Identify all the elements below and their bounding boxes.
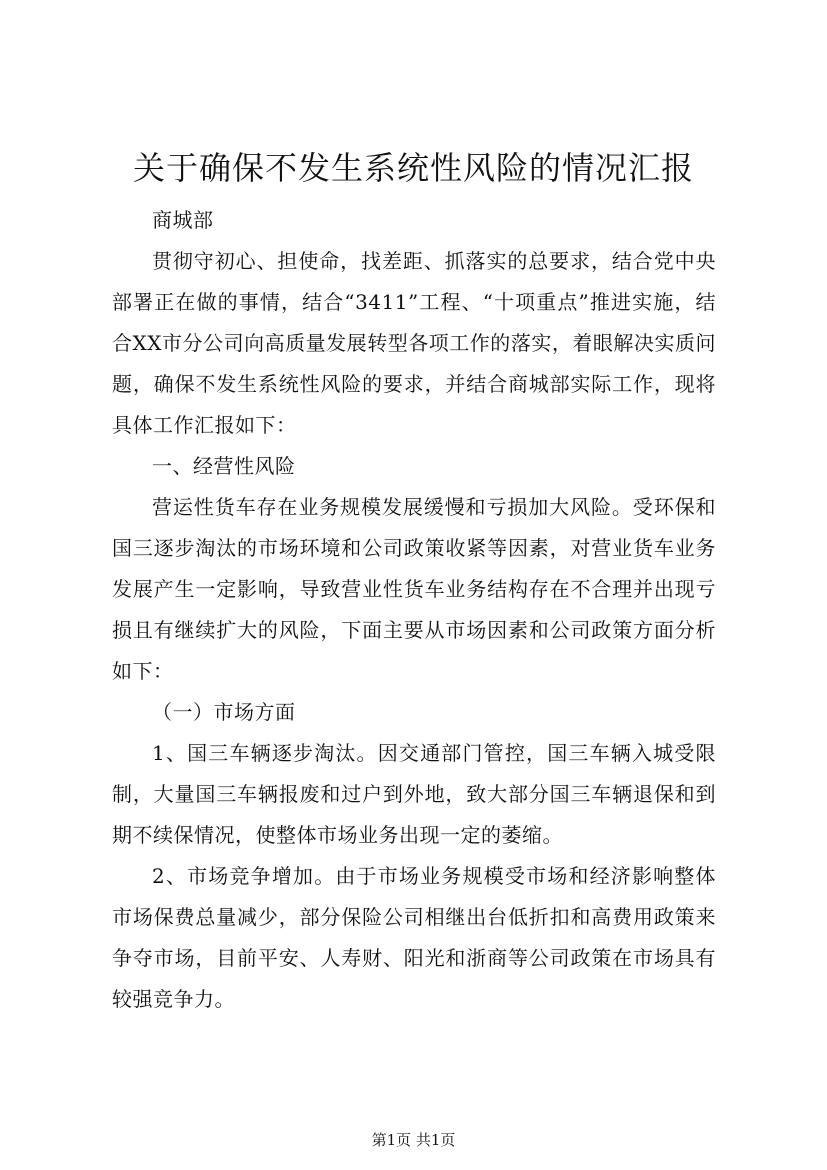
- subsection-heading-market: （一）市场方面: [152, 700, 296, 724]
- page-footer: 第1页 共1页: [371, 1131, 456, 1149]
- paragraph-item-2: 2、市场竞争增加。由于市场业务规模受市场和经济影响整体市场保费总量减少，部分保险公司相继出台低折扣和高费用政策来争夺市场，目前平安、人寿财、阳光和浙商等公司政策在市场具有较强竞争力。: [112, 864, 716, 1011]
- document-title: 关于确保不发生系统性风险的情况汇报: [132, 149, 694, 187]
- section-heading-operational-risk: 一、经营性风险: [152, 454, 296, 478]
- paragraph-item-1: 1、国三车辆逐步淘汰。因交通部门管控，国三车辆入城受限制，大量国三车辆报废和过户到外地，致大部分国三车辆退保和到期不续保情况，使整体市场业务出现一定的萎缩。: [112, 741, 716, 847]
- document-body: [112, 200, 716, 1020]
- department-line: 商城部: [152, 208, 214, 232]
- paragraph-operational-risk: 营运性货车存在业务规模发展缓慢和亏损加大风险。受环保和国三逐步淘汰的市场环境和公司政策收紧等因素，对营业货车业务发展产生一定影响，导致营业性货车业务结构存在不合理并出现亏损且有继续扩大的风险，下面主要从市场因素和公司政策方面分析如下：: [112, 495, 716, 683]
- paragraph-intro: 贯彻守初心、担使命，找差距、抓落实的总要求，结合党中央部署正在做的事情，结合“3411”工程、“十项重点”推进实施，结合XX市分公司向高质量发展转型各项工作的落实，着眼解决实质问题，确保不发生系统性风险的要求，并结合商城部实际工作，现将具体工作汇报如下：: [112, 249, 716, 437]
